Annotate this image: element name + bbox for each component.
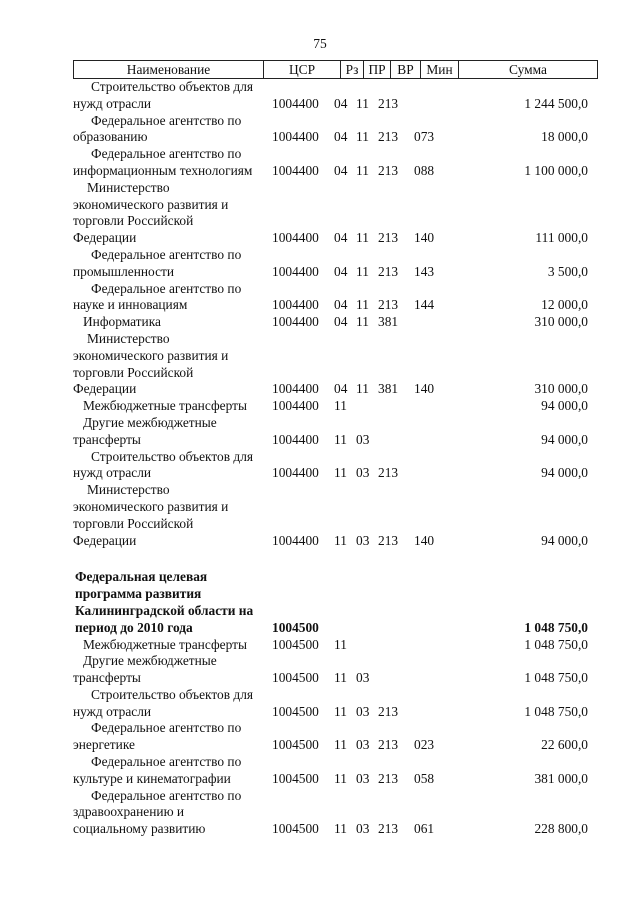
row-vr: 381 <box>378 381 399 397</box>
row-rz: 11 <box>334 532 347 548</box>
table-row <box>73 415 598 449</box>
row-csr: 1004400 <box>272 431 319 447</box>
row-rz: 11 <box>334 737 347 753</box>
row-name <box>73 720 272 754</box>
row-pr: 03 <box>356 703 370 719</box>
row-vr: 213 <box>378 263 399 279</box>
row-name-line: трансферты <box>73 431 141 447</box>
row-min: 073 <box>414 129 435 145</box>
row-rz: 04 <box>334 381 348 397</box>
row-name <box>73 482 272 549</box>
row-name-line: программа развития <box>75 586 202 602</box>
row-name-line: нужд отрасли <box>73 465 152 481</box>
row-name-line: Строительство объектов для <box>91 79 254 94</box>
row-name <box>73 569 272 636</box>
row-csr: 1004500 <box>272 670 319 686</box>
row-name-line: Федеральное агентство по <box>91 246 242 262</box>
row-rz: 11 <box>334 636 347 652</box>
table-row <box>73 113 598 147</box>
row-name-line: трансферты <box>73 670 141 686</box>
table-row <box>73 79 598 113</box>
row-vr: 213 <box>378 162 399 178</box>
row-vr: 213 <box>378 737 399 753</box>
row-vr: 213 <box>378 297 399 313</box>
row-min: 140 <box>414 532 435 548</box>
table-row <box>73 247 598 281</box>
row-name-line: социальному развитию <box>73 821 206 837</box>
row-csr: 1004500 <box>272 619 319 635</box>
row-name-line: экономического развития и <box>73 196 229 212</box>
table-row <box>73 687 598 721</box>
row-vr: 213 <box>378 703 399 719</box>
row-rz: 04 <box>334 314 348 330</box>
row-name <box>73 247 272 281</box>
row-name-line: нужд отрасли <box>73 703 152 719</box>
row-sum: 94 000,0 <box>541 431 588 447</box>
row-min: 140 <box>414 230 435 246</box>
row-csr: 1004400 <box>272 230 319 246</box>
row-name <box>73 754 272 788</box>
header-pr: ПР <box>364 61 391 79</box>
table-row <box>73 653 598 687</box>
row-vr: 213 <box>378 821 399 837</box>
row-pr: 03 <box>356 465 370 481</box>
row-sum: 381 000,0 <box>534 770 588 786</box>
row-name-line: Федеральное агентство по <box>91 720 242 736</box>
row-sum: 1 048 750,0 <box>524 670 588 686</box>
row-name-line: Другие межбюджетные <box>83 414 217 430</box>
row-csr: 1004400 <box>272 314 319 330</box>
row-rz: 11 <box>334 770 347 786</box>
row-name-line: Министерство <box>87 482 170 498</box>
page-number: 75 <box>313 36 327 51</box>
table-row <box>73 331 598 398</box>
row-csr: 1004400 <box>272 398 319 414</box>
table-row <box>73 720 598 754</box>
row-name <box>73 449 272 483</box>
row-pr: 03 <box>356 737 370 753</box>
row-name <box>73 146 272 180</box>
row-pr: 11 <box>356 129 369 145</box>
row-rz: 11 <box>334 398 347 414</box>
row-sum: 228 800,0 <box>534 821 588 837</box>
row-name <box>73 653 272 687</box>
row-name-line: Министерство <box>87 330 170 346</box>
header-min: Мин <box>421 61 459 79</box>
row-rz: 04 <box>334 230 348 246</box>
row-min: 023 <box>414 737 435 753</box>
row-csr: 1004400 <box>272 465 319 481</box>
table-body <box>73 79 598 838</box>
row-name <box>73 331 272 398</box>
table-row <box>73 754 598 788</box>
row-csr: 1004500 <box>272 737 319 753</box>
row-pr: 11 <box>356 297 369 313</box>
row-csr: 1004400 <box>272 263 319 279</box>
table-row <box>73 146 598 180</box>
row-sum: 111 000,0 <box>535 230 588 246</box>
row-min: 058 <box>414 770 435 786</box>
row-sum: 12 000,0 <box>541 297 588 313</box>
row-name <box>73 79 272 113</box>
row-sum: 94 000,0 <box>541 465 588 481</box>
row-vr: 213 <box>378 95 399 111</box>
row-name-line: Федеральное агентство по <box>91 112 242 128</box>
row-min: 143 <box>414 263 435 279</box>
row-name-line: торговли Российской <box>73 364 194 380</box>
row-min: 088 <box>414 162 435 178</box>
header-vr: ВР <box>391 61 421 79</box>
row-name-line: Другие межбюджетные <box>83 653 217 669</box>
row-rz: 04 <box>334 263 348 279</box>
row-name <box>73 415 272 449</box>
row-name-line: торговли Российской <box>73 213 194 229</box>
row-csr: 1004400 <box>272 297 319 313</box>
row-name-line: промышленности <box>73 263 175 279</box>
row-name <box>73 788 272 838</box>
table-row <box>73 637 598 654</box>
row-pr: 03 <box>356 770 370 786</box>
row-name-line: Федерации <box>73 381 137 397</box>
row-name-line: Межбюджетные трансферты <box>83 398 247 414</box>
header-sum: Сумма <box>459 61 598 79</box>
row-rz: 11 <box>334 821 347 837</box>
row-name <box>73 398 272 415</box>
header-csr: ЦСР <box>264 61 341 79</box>
row-rz: 11 <box>334 703 347 719</box>
row-name-line: Министерство <box>87 179 170 195</box>
row-vr: 213 <box>378 129 399 145</box>
row-name <box>73 180 272 247</box>
row-pr: 03 <box>356 821 370 837</box>
row-name-line: период до 2010 года <box>75 619 193 635</box>
table-row <box>73 180 598 247</box>
row-name-line: Строительство объектов для <box>91 448 254 464</box>
row-name-line: торговли Российской <box>73 515 194 531</box>
row-sum: 94 000,0 <box>541 532 588 548</box>
table-row <box>73 281 598 315</box>
row-name-line: энергетике <box>73 737 135 753</box>
row-csr: 1004400 <box>272 381 319 397</box>
row-sum: 310 000,0 <box>534 314 588 330</box>
table-row <box>73 788 598 838</box>
row-csr: 1004500 <box>272 636 319 652</box>
row-sum: 1 048 750,0 <box>524 703 588 719</box>
row-sum: 1 100 000,0 <box>524 162 588 178</box>
row-name-line: нужд отрасли <box>73 95 152 111</box>
row-name-line: информационным технологиям <box>73 162 253 178</box>
header-name: Наименование <box>74 61 264 79</box>
row-rz: 11 <box>334 431 347 447</box>
row-csr: 1004400 <box>272 95 319 111</box>
row-pr: 11 <box>356 162 369 178</box>
row-name-line: Федерации <box>73 230 137 246</box>
row-pr: 11 <box>356 381 369 397</box>
row-name <box>73 113 272 147</box>
row-vr: 381 <box>378 314 399 330</box>
row-name-line: Федеральное агентство по <box>91 754 242 770</box>
row-sum: 18 000,0 <box>541 129 588 145</box>
row-name-line: культуре и кинематографии <box>73 770 231 786</box>
row-sum: 1 048 750,0 <box>524 636 588 652</box>
row-name <box>73 687 272 721</box>
row-vr: 213 <box>378 465 399 481</box>
row-name-line: здравоохранению и <box>73 804 185 820</box>
row-pr: 03 <box>356 431 370 447</box>
row-name-line: Калининградской области на <box>75 602 254 618</box>
row-rz: 04 <box>334 297 348 313</box>
row-pr: 11 <box>356 95 369 111</box>
row-name-line: экономического развития и <box>73 347 229 363</box>
row-pr: 11 <box>356 263 369 279</box>
row-pr: 03 <box>356 532 370 548</box>
row-pr: 03 <box>356 670 370 686</box>
program-total-row <box>73 569 598 636</box>
row-rz: 11 <box>334 670 347 686</box>
row-pr: 11 <box>356 230 369 246</box>
table-header <box>73 60 598 79</box>
row-name-line: Федеральное агентство по <box>91 787 242 803</box>
row-name-line: Федеральное агентство по <box>91 280 242 296</box>
row-name-line: Информатика <box>83 314 161 330</box>
row-csr: 1004500 <box>272 770 319 786</box>
row-name-line: Строительство объектов для <box>91 686 254 702</box>
row-name-line: Межбюджетные трансферты <box>83 636 247 652</box>
row-name-line: Федеральное агентство по <box>91 146 242 162</box>
section-spacer <box>73 549 598 569</box>
row-name-line: Федеральная целевая <box>75 569 208 585</box>
table-row <box>73 449 598 483</box>
row-min: 140 <box>414 381 435 397</box>
row-rz: 04 <box>334 162 348 178</box>
row-name <box>73 637 272 654</box>
row-pr: 11 <box>356 314 369 330</box>
row-sum: 3 500,0 <box>547 263 588 279</box>
row-vr: 213 <box>378 770 399 786</box>
row-csr: 1004500 <box>272 821 319 837</box>
row-name <box>73 281 272 315</box>
row-csr: 1004500 <box>272 703 319 719</box>
row-min: 144 <box>414 297 435 313</box>
row-name-line: науке и инновациям <box>73 297 188 313</box>
row-rz: 04 <box>334 129 348 145</box>
row-min: 061 <box>414 821 435 837</box>
header-rz: Рз <box>341 61 364 79</box>
row-vr: 213 <box>378 230 399 246</box>
row-sum: 310 000,0 <box>534 381 588 397</box>
table-row <box>73 314 598 331</box>
row-csr: 1004400 <box>272 532 319 548</box>
row-vr: 213 <box>378 532 399 548</box>
row-name-line: образованию <box>73 129 148 145</box>
row-name <box>73 314 272 331</box>
row-name-line: Федерации <box>73 532 137 548</box>
row-csr: 1004400 <box>272 129 319 145</box>
row-rz: 04 <box>334 95 348 111</box>
row-sum: 1 244 500,0 <box>524 95 588 111</box>
table-row <box>73 398 598 415</box>
row-sum: 1 048 750,0 <box>524 619 588 635</box>
table-row <box>73 482 598 549</box>
row-sum: 22 600,0 <box>541 737 588 753</box>
row-name-line: экономического развития и <box>73 498 229 514</box>
row-csr: 1004400 <box>272 162 319 178</box>
row-rz: 11 <box>334 465 347 481</box>
row-sum: 94 000,0 <box>541 398 588 414</box>
